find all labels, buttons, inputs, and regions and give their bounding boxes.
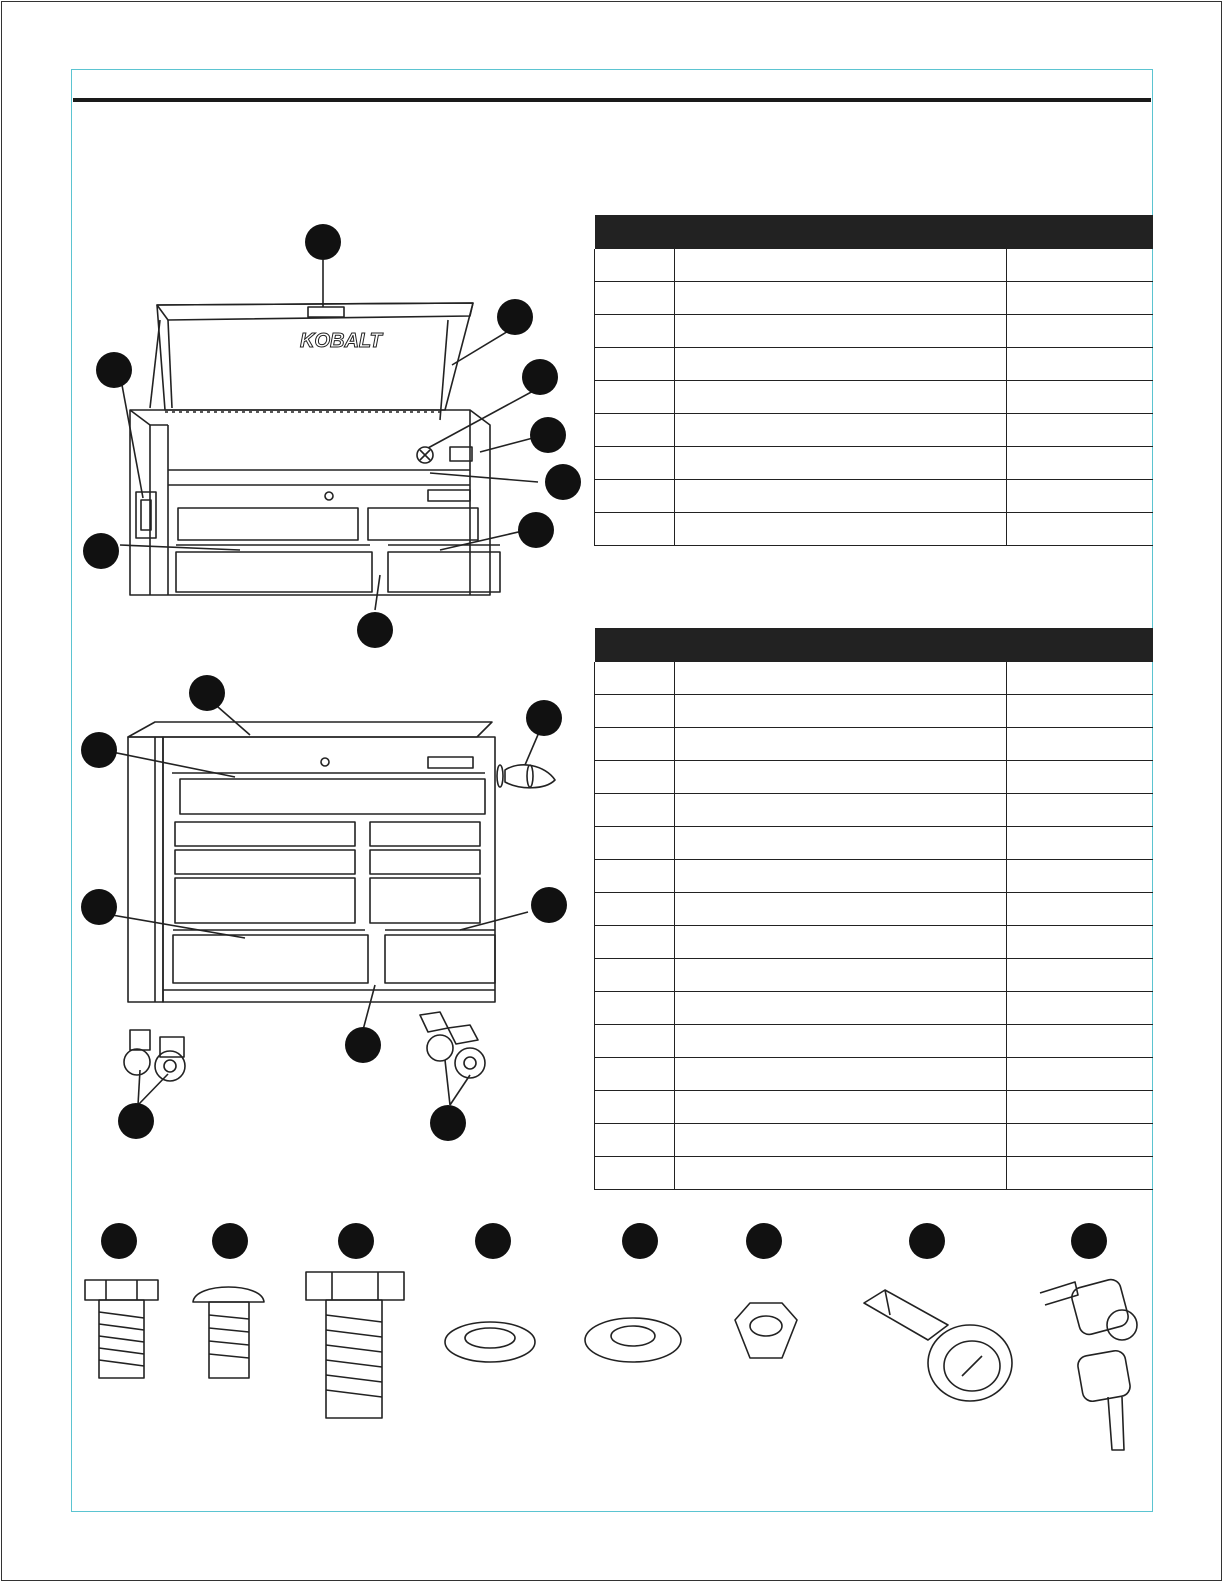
table-cell <box>595 381 675 414</box>
table-cell <box>675 992 1007 1025</box>
table-row <box>595 728 1153 761</box>
table-cell <box>595 282 675 315</box>
lid-logo: KOBALT <box>300 330 382 352</box>
table-cell <box>675 513 1007 546</box>
table-row <box>595 315 1153 348</box>
table-cell <box>1007 860 1153 893</box>
table-cell <box>1007 447 1153 480</box>
table-cell <box>595 1025 675 1058</box>
table-row <box>595 860 1153 893</box>
table-cell <box>1007 381 1153 414</box>
table-cell <box>1007 992 1153 1025</box>
table-cell <box>675 662 1007 695</box>
keys-illustration <box>1040 1277 1137 1450</box>
table-cell <box>1007 1157 1153 1190</box>
table-cell <box>595 480 675 513</box>
table-cell <box>1007 480 1153 513</box>
table-cell <box>675 414 1007 447</box>
hex-bolt-large-illustration <box>306 1272 404 1418</box>
table-cell <box>1007 414 1153 447</box>
table-row <box>595 513 1153 546</box>
table-cell <box>1007 662 1153 695</box>
table-cell <box>1007 959 1153 992</box>
table-row <box>595 414 1153 447</box>
table-cell <box>595 827 675 860</box>
swivel-caster-illustration <box>420 1012 485 1105</box>
table-cell <box>595 1124 675 1157</box>
table-cell <box>675 959 1007 992</box>
lock-washer-illustration <box>445 1322 535 1362</box>
table-cell <box>675 348 1007 381</box>
table-cell <box>1007 893 1153 926</box>
table-row <box>595 1091 1153 1124</box>
table-header-row <box>595 215 1153 249</box>
table-cell <box>1007 794 1153 827</box>
table-cell <box>1007 1025 1153 1058</box>
table-row <box>595 480 1153 513</box>
hex-nut-illustration <box>735 1303 797 1358</box>
table-cell <box>1007 513 1153 546</box>
table-row <box>595 249 1153 282</box>
table-cell <box>1007 1124 1153 1157</box>
table-cell <box>675 282 1007 315</box>
table-cell <box>675 1025 1007 1058</box>
table-row <box>595 1058 1153 1091</box>
flat-washer-illustration <box>585 1318 681 1362</box>
lock-cylinder-illustration <box>864 1290 1012 1401</box>
table-row <box>595 447 1153 480</box>
table-row <box>595 1124 1153 1157</box>
table-cell <box>595 513 675 546</box>
table-cell <box>675 926 1007 959</box>
table-cell <box>675 893 1007 926</box>
table-cell <box>595 926 675 959</box>
table-cell <box>595 728 675 761</box>
table-cell <box>595 1091 675 1124</box>
table-cell <box>595 249 675 282</box>
table-row <box>595 695 1153 728</box>
table-row <box>595 282 1153 315</box>
table-cell <box>675 480 1007 513</box>
table-cell <box>595 695 675 728</box>
table-cell <box>595 1157 675 1190</box>
table-row <box>595 992 1153 1025</box>
table-row <box>595 893 1153 926</box>
table-header-row <box>595 628 1153 662</box>
table-cell <box>1007 827 1153 860</box>
table-cell <box>595 447 675 480</box>
table-cell <box>675 1058 1007 1091</box>
hex-bolt-small-illustration <box>85 1280 158 1378</box>
table-cell <box>1007 348 1153 381</box>
fixed-caster-illustration <box>124 1030 185 1105</box>
table-row <box>595 761 1153 794</box>
table-row <box>595 959 1153 992</box>
table-row <box>595 1025 1153 1058</box>
table-cell <box>675 860 1007 893</box>
table-row <box>595 827 1153 860</box>
table-row <box>595 348 1153 381</box>
table-row <box>595 662 1153 695</box>
table-cell <box>1007 926 1153 959</box>
table-cell <box>595 1058 675 1091</box>
table-cell <box>595 992 675 1025</box>
top-chest-illustration <box>120 260 538 610</box>
table-cell <box>595 348 675 381</box>
table-cell <box>595 414 675 447</box>
table-row <box>595 1157 1153 1190</box>
table-cell <box>675 728 1007 761</box>
table-row <box>595 381 1153 414</box>
table-cell <box>595 893 675 926</box>
table-row <box>595 926 1153 959</box>
table-cell <box>595 761 675 794</box>
table-cell <box>595 794 675 827</box>
bottom-cabinet-illustration <box>112 700 555 1030</box>
table-cell <box>675 1091 1007 1124</box>
table-cell <box>1007 761 1153 794</box>
table-cell <box>675 249 1007 282</box>
table-cell <box>595 315 675 348</box>
table-cell <box>595 860 675 893</box>
parts-table-bottom-cabinet <box>594 628 1153 1190</box>
table-cell <box>1007 728 1153 761</box>
table-cell <box>675 695 1007 728</box>
parts-table-top-chest <box>594 215 1153 546</box>
table-cell <box>675 381 1007 414</box>
table-cell <box>675 1124 1007 1157</box>
table-cell <box>675 1157 1007 1190</box>
table-cell <box>675 827 1007 860</box>
table-cell <box>1007 249 1153 282</box>
table-cell <box>1007 315 1153 348</box>
table-row <box>595 794 1153 827</box>
table-cell <box>595 662 675 695</box>
table-cell <box>675 761 1007 794</box>
table-cell <box>1007 1091 1153 1124</box>
table-cell <box>1007 1058 1153 1091</box>
table-cell <box>675 447 1007 480</box>
table-cell <box>675 315 1007 348</box>
table-cell <box>1007 695 1153 728</box>
table-cell <box>595 959 675 992</box>
button-bolt-illustration <box>193 1287 264 1378</box>
table-cell <box>1007 282 1153 315</box>
table-cell <box>675 794 1007 827</box>
